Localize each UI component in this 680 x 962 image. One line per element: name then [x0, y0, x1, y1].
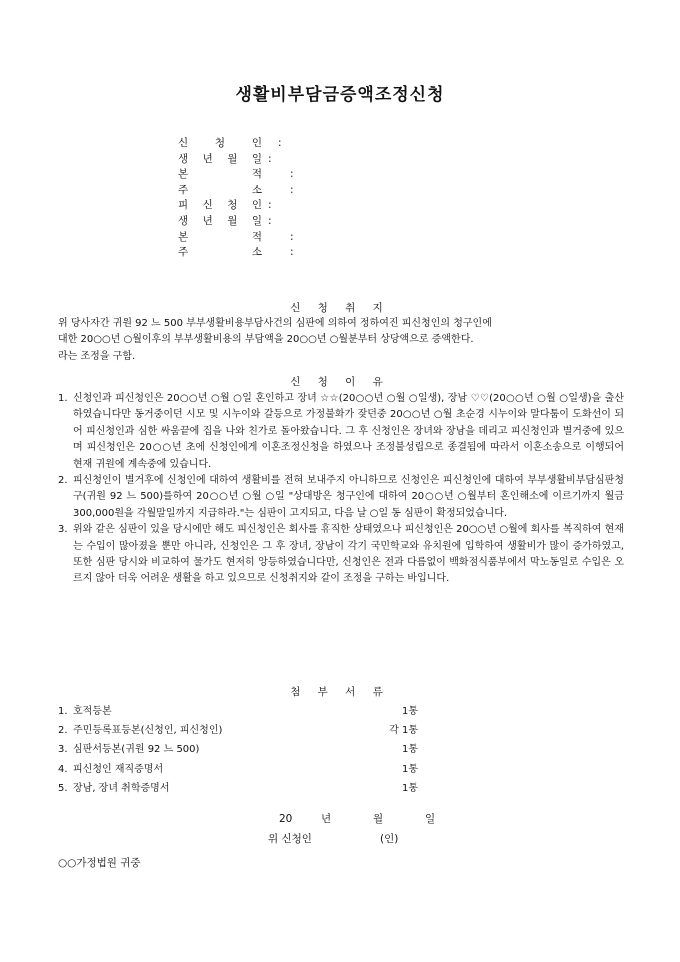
party-label-char: 신: [178, 137, 189, 149]
attachment-quantity: 1통: [401, 782, 418, 794]
party-info-block: [178, 136, 294, 261]
court-addressee: ○○가정법원 귀중: [58, 857, 141, 869]
purpose-heading: 신 청 취 지: [290, 302, 390, 314]
party-label: [178, 245, 290, 261]
party-label: [178, 136, 278, 152]
party-label-char: 인: [251, 137, 262, 149]
party-label-char: 월: [227, 214, 238, 227]
attachment-name: 심판서등본(귀원 92 느 500): [73, 744, 200, 756]
attachment-name: 주민등록표등본(신청인, 피신청인): [73, 725, 223, 737]
party-separator: :: [290, 230, 294, 243]
attachment-quantity: 각 1통: [389, 725, 418, 737]
reason-text: 피신청인이 별거후에 신청인에 대하여 생활비를 전혀 보내주지 아니하므로 신청인은 피신청인에 대하여 부부생활비부담심판청구(귀원 92 느 500)를하여 20○○년 ○월 ○일 "상대방은 청구인에 대하여 20○○년 ○월부터 혼인해소에 이르기까지 월금 300,000원을 각월말일까지 지급하라."는 심판이 고지되고, 다음 날 ○일 동 심판이 확정되었습니다.: [73, 475, 624, 519]
party-label-char: 년: [202, 152, 213, 165]
party-separator: :: [290, 183, 294, 196]
reason-item: [58, 391, 626, 473]
filing-date: [279, 811, 435, 826]
party-label: [178, 230, 290, 246]
party-row-applicant: [178, 136, 294, 152]
party-label: [178, 167, 290, 183]
date-day-unit: 일: [425, 813, 436, 825]
party-separator: :: [290, 168, 294, 181]
party-separator: :: [268, 199, 272, 212]
party-label-char: 소: [251, 246, 262, 259]
attachments-list: [58, 702, 418, 798]
party-label-char: 년: [202, 214, 213, 227]
party-label-char: 소: [251, 183, 262, 196]
party-label-char: 신: [202, 199, 213, 212]
party-label-char: 적: [251, 168, 262, 181]
party-separator: :: [278, 137, 282, 149]
party-label: [178, 183, 290, 199]
attachment-name: 장남, 장녀 취학증명서: [73, 782, 170, 794]
attachment-number: 3.: [58, 744, 68, 756]
reason-text: 신청인과 피신청인은 20○○년 ○월 ○일 혼인하고 장녀 ☆☆(20○○년 ○월 ○일생), 장남 ♡♡(20○○년 ○월 ○일생)을 출산하였습니다만 동거중이던 시모 및 시누이와 갈등으로 가정불화가 잦던중 20○○년 ○월 초순경 시누이와 말다툼이 도화선이 되어 피신청인과 심한 싸움끝에 집을 나와 친가로 돌아왔습니다. 그 후 신청인은 장녀와 장남을 데리고 피신청인과 별거중에 있으며 피신청인은 20○○년 초에 신청인에게 이혼조정신청을 하였으나 조정불성립으로 종결됨에 따라서 이혼소송으로 이행되어 현재 귀원에 계속중에 있습니다.: [73, 393, 624, 470]
reason-number: 2.: [58, 475, 68, 487]
date-year: 20: [279, 813, 293, 825]
purpose-body: [58, 316, 626, 365]
attachment-name: 호적등본: [73, 706, 112, 717]
party-separator: :: [290, 246, 294, 259]
date-year-unit: 년: [321, 813, 332, 825]
purpose-line: 대한 20○○년 ○월이후의 부부생활비용의 부담액을 20○○년 ○월분부터 상당액으로 증액한다.: [58, 334, 474, 346]
party-row-respondent-domicile: [178, 230, 294, 246]
party-row-respondent: [178, 198, 294, 214]
attachment-number: 2.: [58, 725, 68, 737]
attachments-heading: 첨 부 서 류: [290, 686, 390, 698]
reason-item: [58, 473, 626, 522]
attachment-quantity: 1통: [401, 706, 418, 717]
reasons-heading: 신 청 이 유: [290, 376, 390, 388]
attachment-quantity: 1통: [401, 744, 418, 756]
party-label-char: 본: [178, 168, 189, 181]
party-label-char: 주: [178, 183, 189, 196]
party-row-applicant-birthdate: [178, 152, 294, 168]
purpose-line: 라는 조정을 구함.: [58, 350, 136, 362]
signer-seal: (인): [380, 833, 399, 845]
party-label-char: 본: [178, 230, 189, 243]
attachment-number: 5.: [58, 782, 68, 794]
party-label-char: 적: [251, 230, 262, 243]
party-separator: :: [268, 152, 272, 165]
reasons-body: [58, 391, 626, 588]
attachment-quantity: 1통: [401, 763, 418, 775]
party-label-char: 월: [227, 152, 238, 165]
reason-number: 1.: [58, 393, 68, 404]
reason-item: [58, 522, 626, 588]
party-label-char: 일: [251, 214, 262, 227]
party-label: [178, 198, 268, 214]
party-row-applicant-domicile: [178, 167, 294, 183]
attachment-name: 피신청인 재직증명서: [73, 763, 164, 775]
party-row-applicant-address: [178, 183, 294, 199]
party-row-respondent-address: [178, 245, 294, 261]
party-row-respondent-birthdate: [178, 214, 294, 230]
reason-number: 3.: [58, 524, 68, 536]
party-label: [178, 214, 268, 230]
attachment-item: [58, 721, 418, 740]
attachment-item: [58, 760, 418, 779]
purpose-line: 위 당사자간 귀원 92 느 500 부부생활비용부담사건의 심판에 의하여 정하여진 피신청인의 청구인에: [58, 318, 492, 329]
party-label-char: 생: [178, 214, 189, 227]
attachment-item: [58, 779, 418, 798]
attachment-item: [58, 740, 418, 759]
party-separator: :: [268, 214, 272, 227]
attachment-number: 1.: [58, 706, 68, 717]
party-label-char: 인: [251, 199, 262, 212]
signer-line: [268, 831, 398, 846]
date-month-unit: 월: [373, 813, 384, 825]
signer-label: 위 신청인: [268, 833, 312, 845]
document-title: 생활비부담금증액조정신청: [235, 85, 445, 105]
attachment-number: 4.: [58, 763, 68, 775]
reason-text: 위와 같은 심판이 있을 당시에만 해도 피신청인은 회사를 휴직한 상태였으나 피신청인은 20○○년 ○월에 회사를 복직하여 현재는 수입이 많아졌을 뿐만 아니라, 신청인은 그 후 장녀, 장남이 각기 국민학교와 유치원에 입학하여 생활비가 많이 증가하였고, 또한 심판 당시와 비교하여 물가도 현저히 앙등하였습니다만, 신청인은 전과 다름없이 백화점식품부에서 막노동일로 수입은 오르지 않아 더욱 어려운 생활을 하고 있으므로 신청취지와 같이 조정을 구하는 바입니다.: [73, 524, 624, 585]
party-label-char: 청: [227, 199, 238, 212]
party-label-char: 주: [178, 246, 189, 259]
party-label-char: 일: [251, 152, 262, 165]
party-label-char: 생: [178, 152, 189, 165]
attachment-item: [58, 702, 418, 721]
party-label-char: 피: [178, 199, 189, 212]
party-label-char: 청: [214, 137, 226, 149]
party-label: [178, 152, 268, 168]
